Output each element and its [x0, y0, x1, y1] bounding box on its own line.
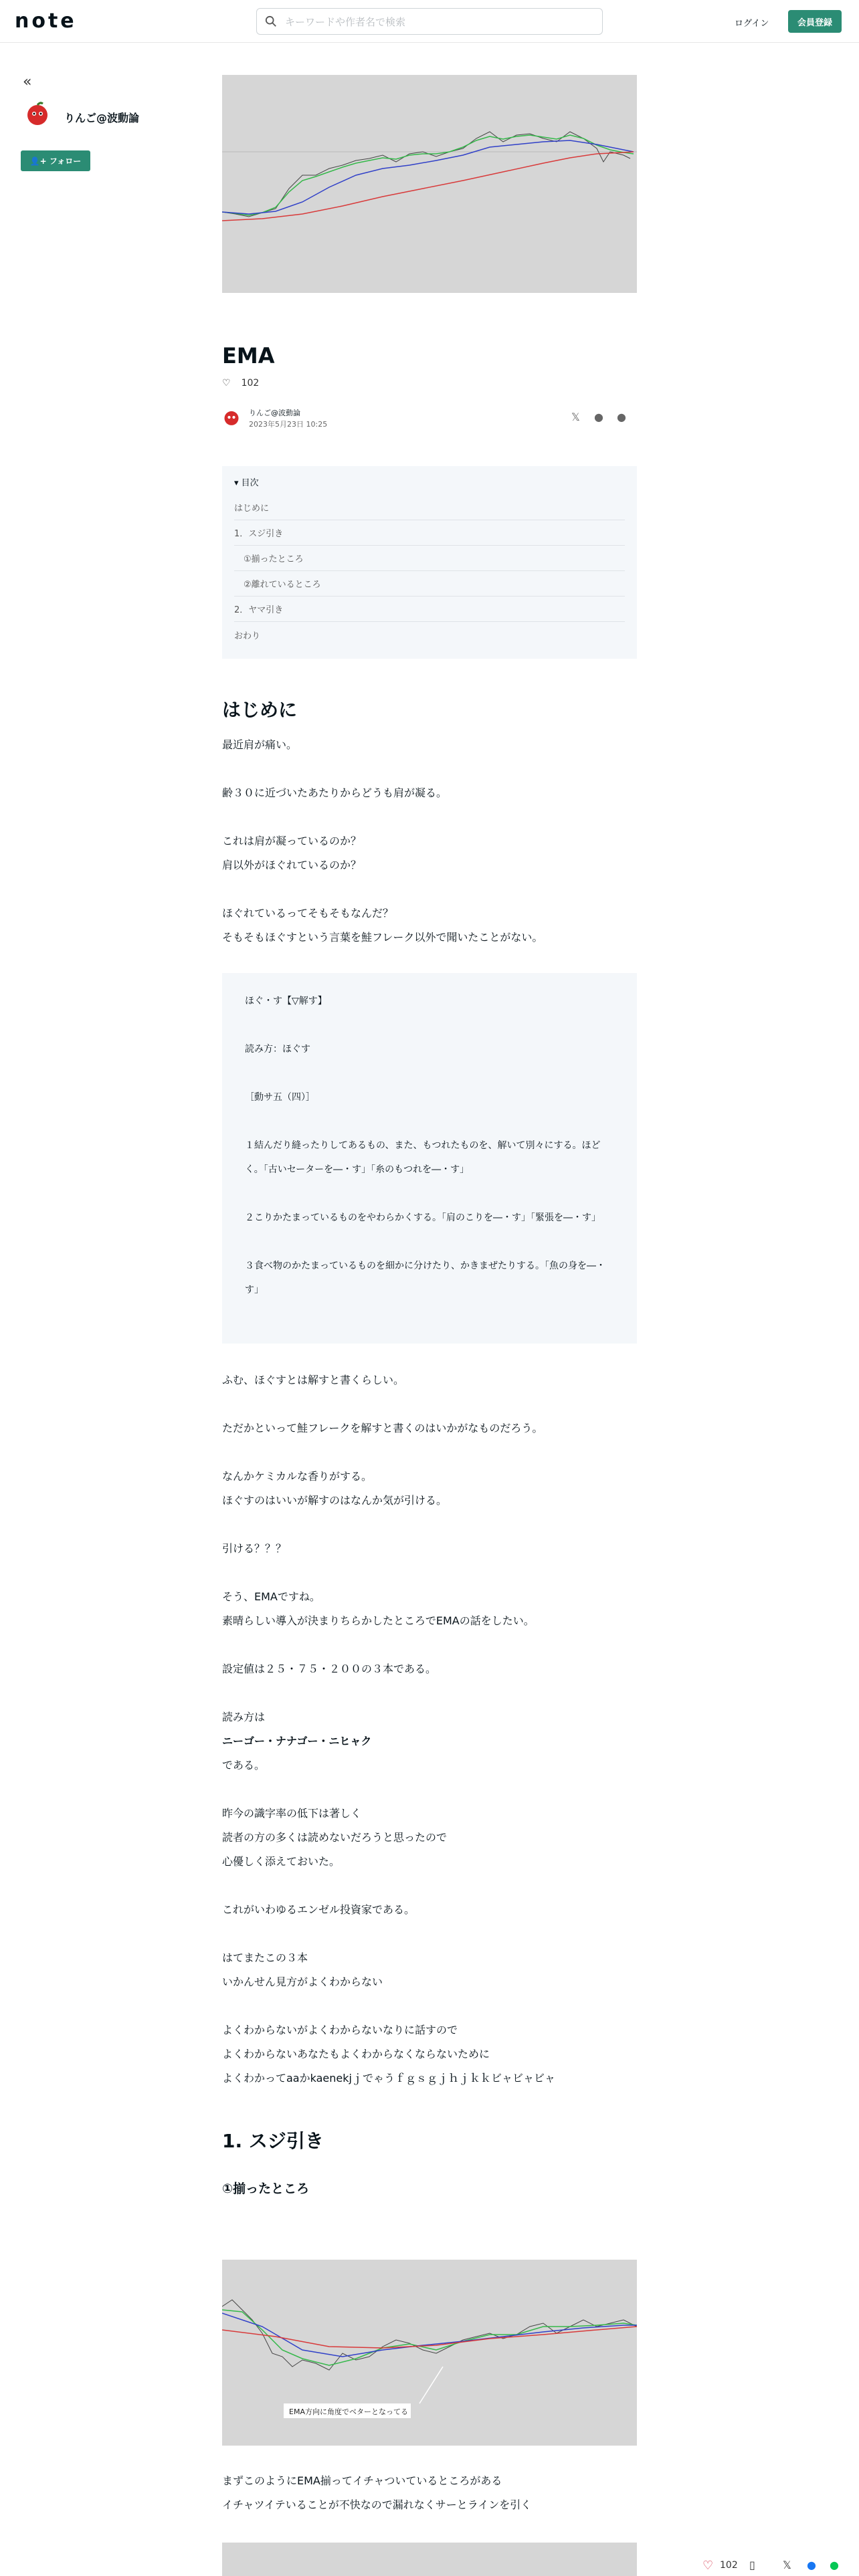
toc-item[interactable]: はじめに [234, 495, 625, 520]
toc-item[interactable]: おわり [234, 631, 261, 641]
author-avatar-small[interactable] [222, 408, 241, 427]
section-heading-intro: はじめに [222, 699, 298, 721]
heart-icon[interactable]: ♡ [222, 378, 231, 389]
quote-line: ［動サ五（四）］ [245, 1092, 315, 1103]
signup-button[interactable]: 会員登録 [788, 10, 842, 33]
floating-action-bar [696, 2555, 859, 2576]
paragraph: 読み方は [222, 1711, 266, 1723]
paragraph: 設定値は２５・７５・２００の３本である。 [222, 1662, 437, 1675]
toc-item[interactable]: ②離れているところ [234, 571, 625, 597]
search-icon [265, 15, 277, 27]
author-name[interactable]: りんご@波動論 [249, 409, 300, 417]
line-share-icon[interactable]: ● [617, 411, 626, 423]
toc-item[interactable]: ①揃ったところ [234, 546, 625, 571]
paragraph: ほぐすのはいいが解すのはなんか気が引ける。 [222, 1494, 448, 1507]
ema-chart-image [222, 2260, 637, 2446]
follow-icon: 👤+ [29, 156, 50, 166]
search-placeholder: キーワードや作者名で検索 [285, 15, 406, 28]
paragraph: 齢３０に近づいたあたりからどうも肩が凝る。 [222, 786, 448, 799]
quote-line: ほぐ・す【▽解す】 [245, 996, 327, 1006]
quote-line: ３食べ物のかたまっているものを細かに分けたり、かきまぜたりする。「魚の身を―・す」 [245, 1261, 605, 1295]
toc-heading[interactable]: ▾ 目次 [234, 478, 259, 488]
paragraph: 引ける？？？ [222, 1542, 287, 1555]
quote-line: ２こりかたまっているものをやわらかくする。「肩のこりを―・す」「緊張を―・す」 [245, 1212, 601, 1223]
paragraph: よくわからないがよくわからないなりに話すので [222, 2024, 458, 2036]
line-share-icon-bottom[interactable]: ● [830, 2559, 839, 2571]
paragraph: これがいわゆるエンゼル投資家である。 [222, 1903, 415, 1916]
paragraph: よくわかってaaかkaenekjｊでゃうｆｇｓｇｊｈｊｋｋビャビャビャ [222, 2072, 555, 2084]
paragraph: よくわからないあなたもよくわからなくならないために [222, 2048, 490, 2060]
paragraph: 昨今の識字率の低下は著しく [222, 1807, 362, 1820]
subsection-heading: ①揃ったところ [222, 2181, 310, 2196]
ema-chart-image-2 [222, 2543, 637, 2576]
note-logo[interactable]: note [15, 9, 77, 33]
like-count: 102 [241, 378, 260, 389]
table-of-contents [222, 466, 637, 659]
like-heart-icon[interactable]: ♡ [702, 2559, 714, 2573]
x-share-icon[interactable]: 𝕏 [571, 411, 580, 423]
paragraph: なんかケミカルな香りがする。 [222, 1470, 373, 1483]
paragraph: これは肩が凝っているのか？ [222, 835, 362, 847]
paragraph: 肩以外がほぐれているのか？ [222, 859, 362, 871]
paragraph: 素晴らしい導入が決まりちらかしたところでEMAの話をしたい。 [222, 1614, 535, 1627]
post-date: 2023年5月23日 10:25 [249, 420, 328, 429]
paragraph: である。 [222, 1759, 266, 1772]
quote-line: １結んだり縫ったりしてあるもの、また、もつれたものを、解いて別々にする。ほどく。「古いセーターを―・す」「糸のもつれを―・す」 [245, 1140, 601, 1175]
paragraph: いかんせん見方がよくわからない [222, 1975, 383, 1988]
paragraph: イチャツイテいることが不快なので漏れなくサーとラインを引く [222, 2498, 532, 2511]
paragraph: はてまたこの３本 [222, 1951, 308, 1964]
sidebar-author-name[interactable]: りんご@波動論 [64, 112, 140, 124]
chart-annotation: EMA方向に角度でベターとなってる [289, 2407, 408, 2416]
magazine-icon[interactable]: ▯ [749, 2559, 755, 2571]
like-count-bottom: 102 [720, 2560, 738, 2571]
paragraph: そう、EMAですね。 [222, 1590, 320, 1603]
x-share-icon-bottom[interactable]: 𝕏 [783, 2559, 791, 2571]
collapse-sidebar-icon[interactable]: « [23, 74, 32, 90]
header [0, 0, 859, 43]
hero-chart-image [222, 75, 637, 293]
facebook-share-icon-bottom[interactable]: ● [807, 2559, 816, 2571]
dictionary-quote [222, 973, 637, 1344]
author-row [222, 407, 637, 431]
paragraph: ニーゴー・ナナゴー・ニヒャク [222, 1735, 372, 1747]
paragraph: 心優しく添えておいた。 [222, 1855, 341, 1868]
login-link[interactable]: ログイン [735, 19, 769, 29]
facebook-share-icon[interactable]: ● [594, 411, 603, 423]
follow-label: フォロー [49, 156, 82, 166]
article-title: EMA [222, 343, 275, 368]
paragraph: まずこのようにEMA揃ってイチャついているところがある [222, 2474, 502, 2487]
toc-heading-label: 目次 [241, 478, 259, 488]
paragraph: ほぐれているってそもそもなんだ？ [222, 907, 394, 920]
paragraph: 最近肩が痛い。 [222, 738, 298, 751]
author-avatar[interactable] [24, 100, 51, 127]
section-heading-s1: 1. スジ引き [222, 2130, 324, 2152]
search-input[interactable] [256, 8, 603, 35]
like-row [222, 378, 259, 389]
paragraph: ただかといって鮭フレークを解すと書くのはいかがなものだろう。 [222, 1422, 543, 1434]
paragraph: そもそもほぐすという言葉を鮭フレーク以外で聞いたことがない。 [222, 931, 543, 944]
paragraph: 読者の方の多くは読めないだろうと思ったので [222, 1831, 448, 1844]
toc-item[interactable]: 1．スジ引き [234, 520, 625, 546]
follow-button[interactable] [21, 150, 90, 171]
paragraph: ふむ、ほぐすとは解すと書くらしい。 [222, 1374, 405, 1386]
quote-line: 読み方：ほぐす [245, 1044, 310, 1055]
toc-item[interactable]: 2．ヤマ引き [234, 597, 625, 622]
